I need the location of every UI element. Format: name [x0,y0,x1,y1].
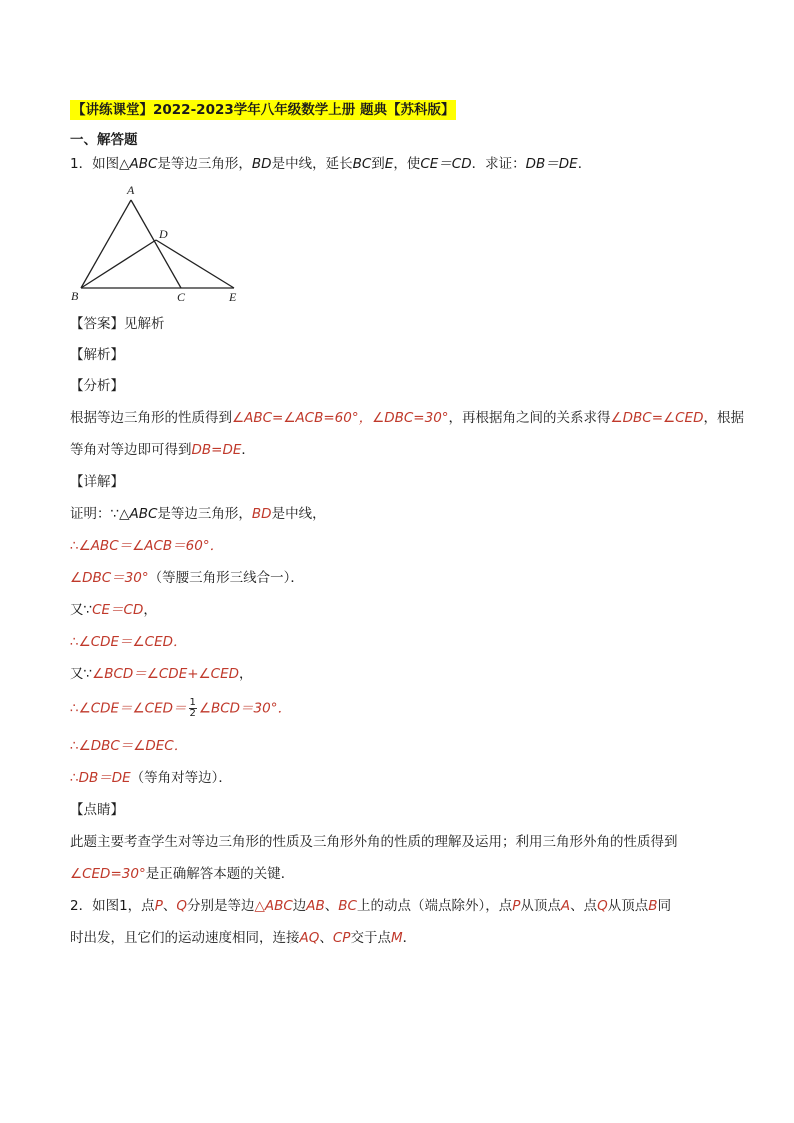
proof-line-5: ∴∠CDE＝∠CED． [70,634,187,650]
segment-bd [81,240,156,288]
label-c: C [177,290,186,304]
label-b: B [71,289,79,303]
dianjing-label: 【点睛】 [70,802,124,818]
label-e: E [229,290,237,304]
label-a: A [127,183,135,197]
fenxi-line-2: 等角对等边即可得到DB=DE． [70,442,255,458]
proof-line-2: ∴∠ABC＝∠ACB＝60°． [70,538,224,554]
dianjing-line-2: ∠CED=30°是正确解答本题的关键． [70,866,295,882]
question-1-stem: 1．如图△ABC是等边三角形，BD是中线，延长BC到E，使CE＝CD．求证：DB＝DE． [70,156,592,172]
fraction-one-half: $\frac{1}{2}$ [189,697,196,719]
dianjing-line-1: 此题主要考查学生对等边三角形的性质及三角形外角的性质的理解及运用；利用三角形外角的性质得到 [70,834,678,850]
xiangjie-label: 【详解】 [70,474,124,490]
question-2-line-1: 2．如图1，点P、Q分别是等边△ABC边AB、BC上的动点（端点除外），点P从顶点A、点Q从顶点B同 [70,898,672,914]
triangle-figure [66,180,256,305]
fenxi-line-1: 根据等边三角形的性质得到∠ABC=∠ACB=60°，∠DBC=30°，再根据角之间的关系求得∠DBC=∠CED，根据 [70,410,744,426]
analysis-label: 【解析】 [70,347,124,363]
label-d: D [159,227,168,241]
proof-line-1: 证明：∵△ABC是等边三角形，BD是中线， [70,506,326,522]
proof-line-9: ∴DB＝DE（等角对等边）． [70,770,232,786]
section-heading: 一、解答题 [70,132,138,148]
answer-line: 【答案】见解析 [70,316,165,332]
document-title: 【讲练课堂】2022-2023学年八年级数学上册 题典【苏科版】 [72,102,455,118]
proof-line-7: ∴∠CDE＝∠CED＝ $\frac{1}{2}$ ∠BCD＝30°． [70,697,291,719]
question-2-line-2: 时出发，且它们的运动速度相同，连接AQ、CP交于点M． [70,930,417,946]
segment-ac [131,200,181,288]
proof-line-8: ∴∠DBC＝∠DEC． [70,738,188,754]
fenxi-label: 【分析】 [70,378,124,394]
proof-line-6: 又∵∠BCD＝∠CDE+∠CED， [70,666,253,682]
segment-ab [81,200,131,288]
proof-line-3: ∠DBC＝30°（等腰三角形三线合一）． [70,570,304,586]
proof-line-4: 又∵CE＝CD， [70,602,157,618]
